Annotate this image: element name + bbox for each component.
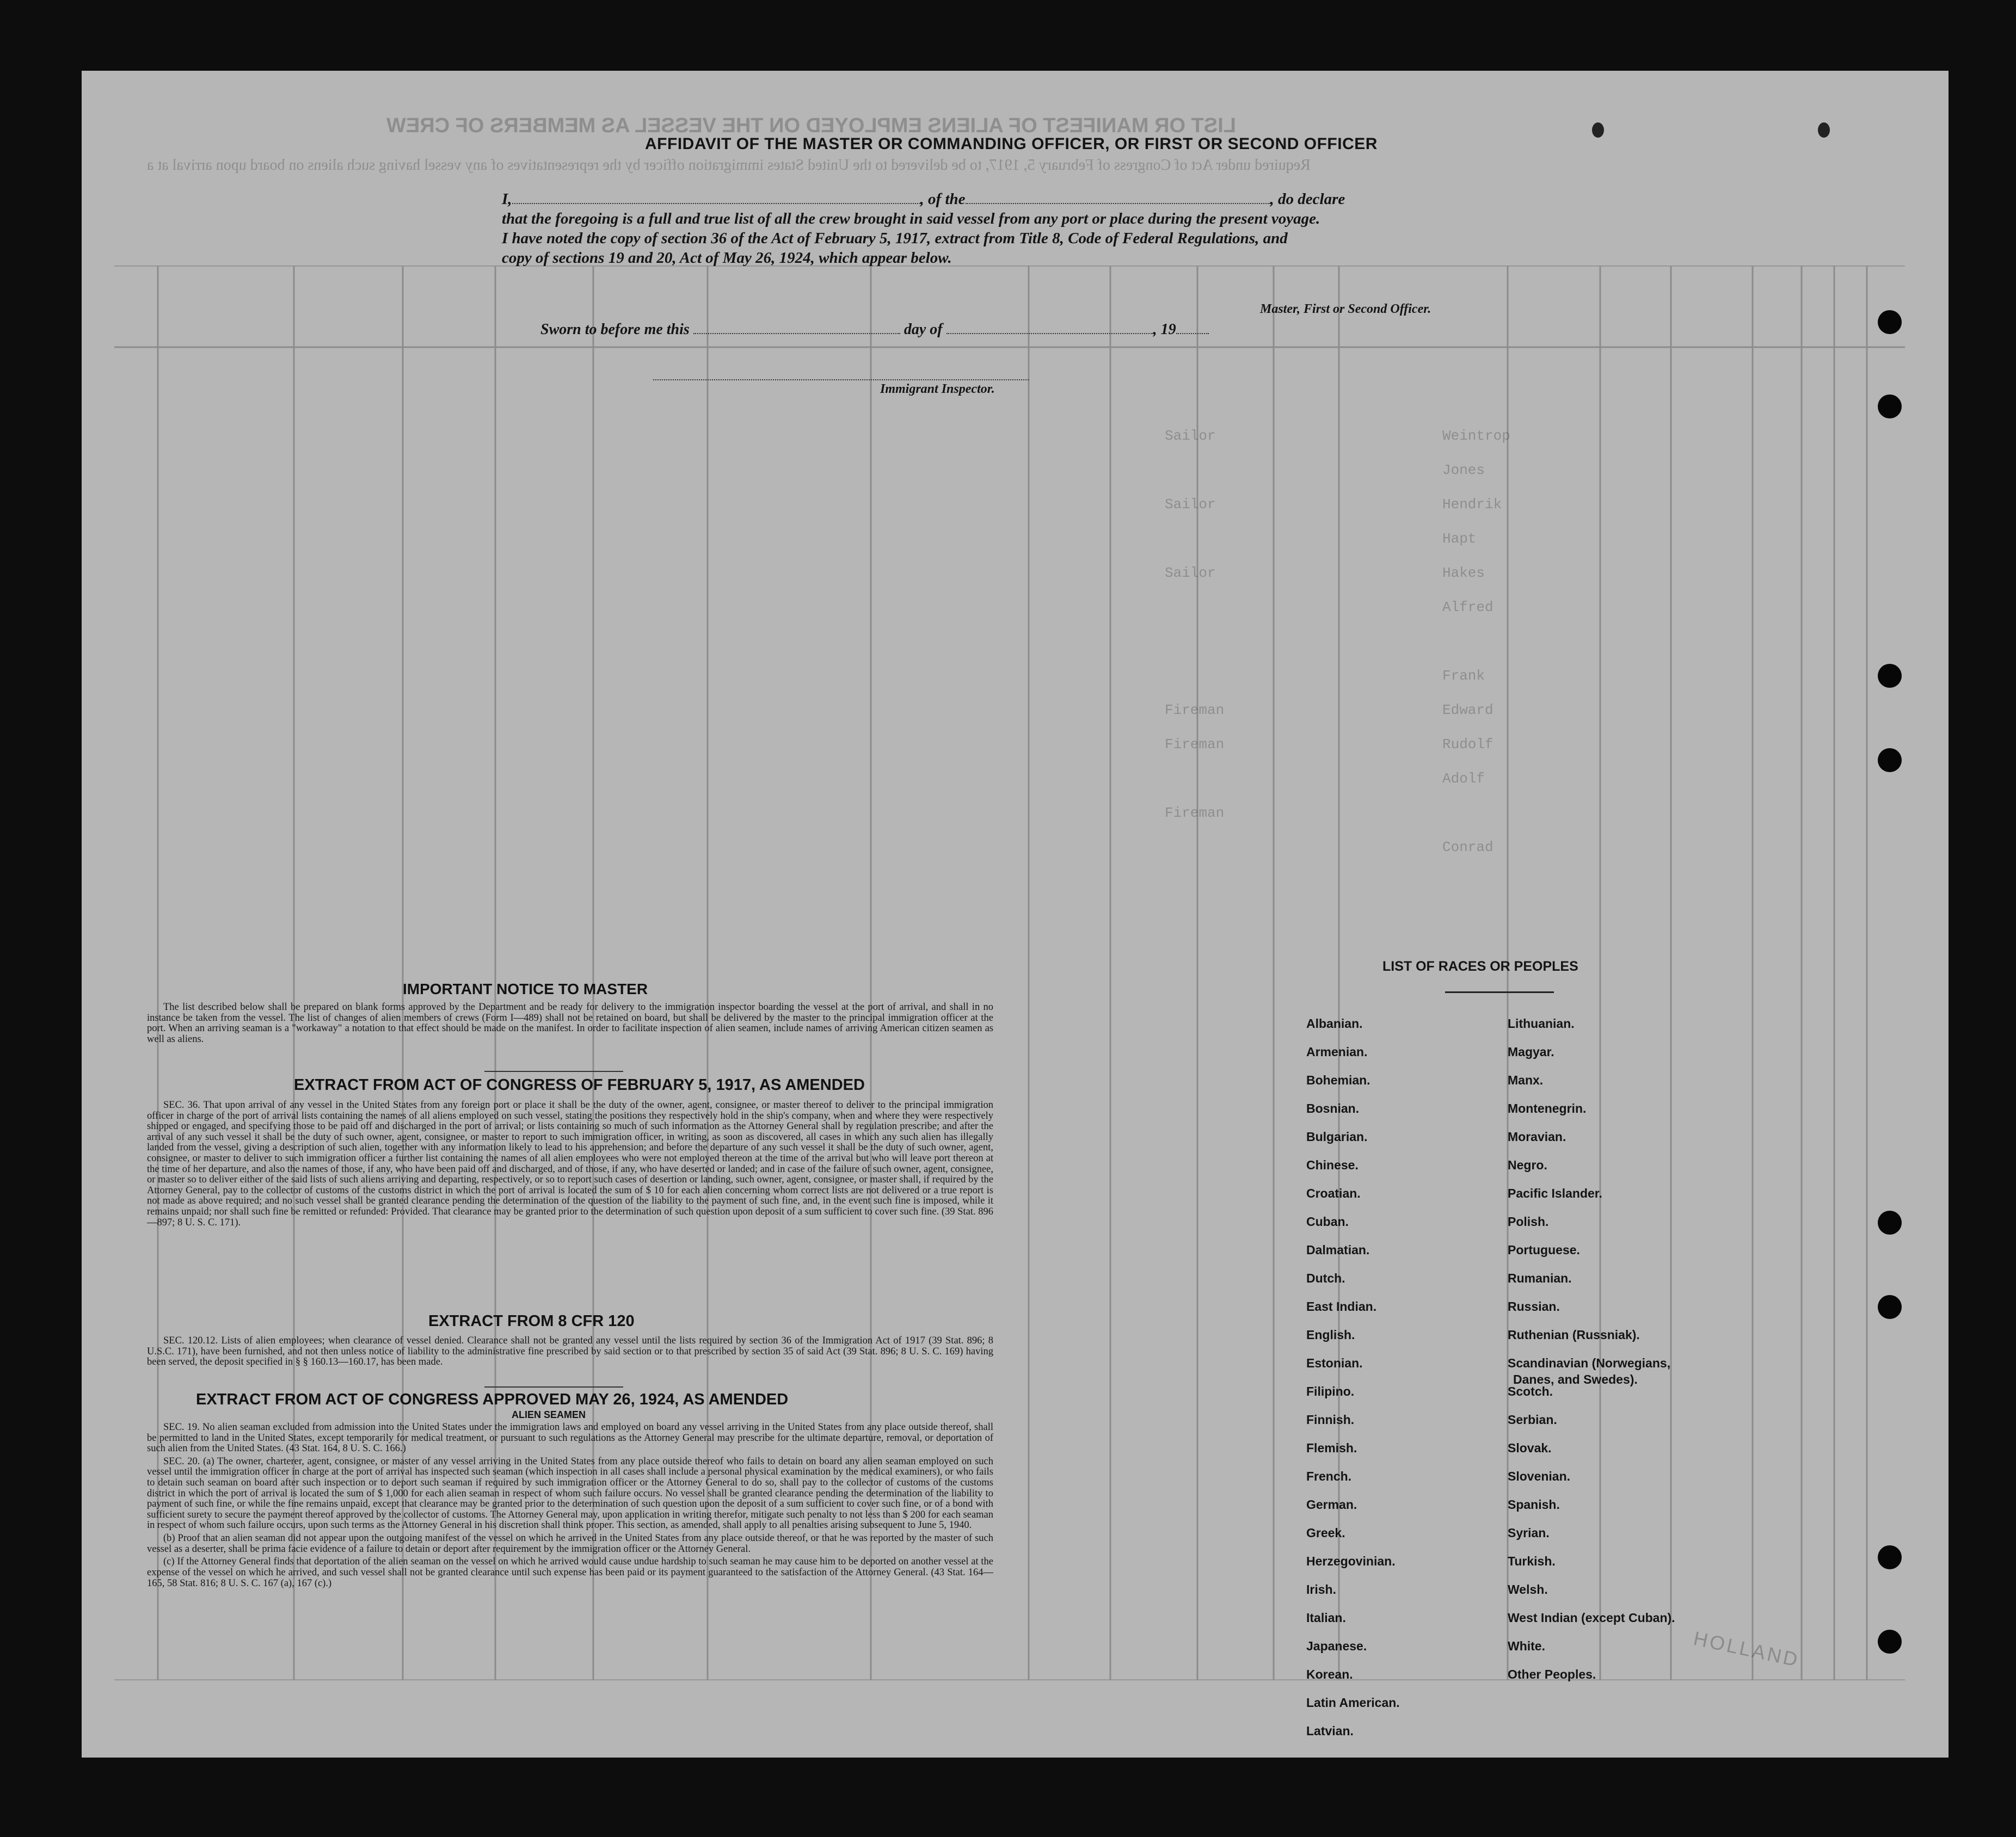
- affidavit-line-1: [502, 190, 1345, 208]
- extract-1924-body: [147, 1422, 993, 1591]
- race-item: Flemish.: [1306, 1441, 1357, 1455]
- race-item: Scandinavian (Norwegians,: [1508, 1356, 1671, 1370]
- ink-mark: [1818, 122, 1830, 138]
- punch-hole: [1878, 1211, 1902, 1235]
- race-item: Albanian.: [1306, 1016, 1363, 1031]
- affidavit-line-1-b: , of the: [920, 190, 966, 208]
- race-item: Latin American.: [1306, 1696, 1400, 1710]
- punch-hole: [1878, 664, 1902, 688]
- year-blank[interactable]: [1176, 333, 1209, 334]
- extract-1917-body: [147, 1100, 993, 1230]
- race-item: Dutch.: [1306, 1271, 1345, 1285]
- race-item: Chinese.: [1306, 1158, 1359, 1172]
- divider: [484, 1386, 623, 1388]
- alien-seamen-subtitle: ALIEN SEAMEN: [512, 1409, 586, 1420]
- sec20a-paragraph: SEC. 20. (a) The owner, charterer, agent, consignee, or master of any vessel arriving in the United States from any place outside thereof who fails to detain on board any alien seaman employed on such vessel until the immigration officer in charge at the port of arrival has inspected such seaman (which inspection in all cases shall include a personal physical examination by the medical examiners), or who fails to detain such seaman on board after such inspection or to deport such seaman if required by such immigration officer or the Attorney General to do so, shall pay to the collector of customs of the customs district in which the port of arrival is located the sum of $ 1,000 for each alien seaman in respect of whom such failure occurs. No vessel shall be granted clearance pending the determination of the liability to payment of such fine, or while the fine remains unpaid, except that clearance may be granted prior to the determination of such question upon the deposit of a sum sufficient to cover such fine, or of a bond with sufficient surety to secure the payment thereof approved by the collector of customs. The Attorney General may, upon application in writing therefor, mitigate such penalty to not less than $ 200 for each seaman in respect of whom such failure occurs, upon such terms as the Attorney General in his discretion shall think proper. This section, as amended, shall apply to all penalties arising subsequent to June 5, 1940.: [147, 1456, 993, 1531]
- sec20c-paragraph: (c) If the Attorney General finds that deportation of the alien seaman on the vessel on which he arrived would cause undue hardship to such seaman he may cause him to be deported on another vessel at the expense of the vessel on which he arrived, and such vessel shall not be granted clearance until such expense has been paid or its payment guaranteed to the satisfaction of the Attorney General. (43 Stat. 164—165, 58 Stat. 816; 8 U. S. C. 167 (a), 167 (c).): [147, 1556, 993, 1589]
- punch-hole: [1878, 310, 1902, 334]
- race-item: Cuban.: [1306, 1215, 1349, 1229]
- races-title: LIST OF RACES OR PEOPLES: [1382, 959, 1578, 974]
- sec20b-paragraph: (b) Proof that an alien seaman did not appear upon the outgoing manifest of the vessel on which he arrived in the United States from any place outside thereof, or that he was reported by the master of such vessel as a deserter, shall be prima facie evidence of a failure to detain or deport after requirement by the immigration officer or the Attorney General.: [147, 1533, 993, 1555]
- race-item: Bulgarian.: [1306, 1130, 1368, 1144]
- inspector-signature-line: [653, 379, 1029, 380]
- affidavit-line-4: copy of sections 19 and 20, Act of May 26, 1924, which appear below.: [502, 249, 952, 267]
- race-item: Manx.: [1508, 1073, 1544, 1087]
- race-item: White.: [1508, 1639, 1545, 1653]
- race-item: East Indian.: [1306, 1299, 1377, 1314]
- race-item: Dalmatian.: [1306, 1243, 1370, 1257]
- race-item: Estonian.: [1306, 1356, 1363, 1370]
- extract-1917-title: EXTRACT FROM ACT OF CONGRESS OF FEBRUARY 5, 1917, AS AMENDED: [294, 1076, 865, 1094]
- sworn-b: day of: [903, 321, 943, 338]
- punch-hole: [1878, 1295, 1902, 1319]
- race-item: Syrian.: [1508, 1526, 1550, 1540]
- race-item: Korean.: [1306, 1667, 1353, 1681]
- race-item: West Indian (except Cuban).: [1508, 1611, 1675, 1625]
- affidavit-line-1-c: , do declare: [1270, 190, 1345, 208]
- sec36-paragraph: SEC. 36. That upon arrival of any vessel in the United States from any foreign port or place it shall be the duty of the owner, agent, consignee, or master thereof to deliver to the principal immigration officer in charge of the port of arrival lists containing the names of all aliens employed on such vessel, stating the positions they respectively hold in the ship's company, when and where they were respectively shipped or engaged, and specifying those to be paid off and discharged in the port of arrival; or lists containing so much of such information as the Attorney General shall by regulation prescribe; and after the arrival of any such vessel it shall be the duty of such owner, agent, consignee, or master to report to such immigration officer, in writing, as soon as discovered, all cases in which any such alien has illegally landed from the vessel, giving a description of such alien, together with any information likely to lead to his apprehension; and before the departure of any such vessel it shall be the duty of such owner, agent, consignee, or master to deliver to such immigration officer a further list containing the names of all alien employees who were not employed thereon at the time of the arrival but who will leave port thereon at the time of her departure, and also the names of those, if any, who have been paid off and discharged, and of those, if any, who have deserted or landed; and in case of the failure of such owner, agent, consignee, or master so to deliver either of the said lists of such aliens arriving and departing, respectively, or so to report such cases of desertion or landing, such owner, agent, consignee, or master shall, if required by the Attorney General, pay to the collector of customs of the customs district in which the port of arrival is located the sum of $ 10 for each alien concerning whom correct lists are not delivered or a true report is not made as above required; and no such vessel shall be granted clearance pending the determination of the question of the liability to the payment of such fine, and, in the event such fine is imposed, while it remains unpaid; nor shall such fine be remitted or refunded: Provided. That clearance may be granted prior to the determination of such question upon deposit of a sum sufficient to cover such fine. (39 Stat. 896—897; 8 U. S. C. 171).: [147, 1100, 993, 1228]
- name-blank[interactable]: [512, 203, 920, 204]
- race-item: Slovak.: [1508, 1441, 1552, 1455]
- show-through-entries: Weintrop Jones Hendrik Hapt Hakes Alfred Frank Edward Rudolf Adolf Conrad: [1442, 428, 1510, 855]
- race-item: Moravian.: [1508, 1130, 1566, 1144]
- race-item: Scotch.: [1508, 1384, 1553, 1398]
- day-blank[interactable]: [693, 333, 900, 334]
- holland-stamp: HOLLAND: [1692, 1626, 1802, 1672]
- race-item: Portuguese.: [1508, 1243, 1580, 1257]
- race-item: Welsh.: [1508, 1582, 1548, 1596]
- race-item: Armenian.: [1306, 1045, 1368, 1059]
- race-item: Finnish.: [1306, 1413, 1355, 1427]
- race-item: Rumanian.: [1508, 1271, 1572, 1285]
- punch-hole: [1878, 1545, 1902, 1569]
- race-item: French.: [1306, 1469, 1352, 1483]
- punch-hole: [1878, 1630, 1902, 1654]
- extract-1924-title: EXTRACT FROM ACT OF CONGRESS APPROVED MAY 26, 1924, AS AMENDED: [196, 1391, 789, 1408]
- affidavit-line-3: I have noted the copy of section 36 of the Act of February 5, 1917, extract from Title 8, Code of Federal Regulations, and: [502, 230, 1288, 247]
- race-item: Lithuanian.: [1508, 1016, 1575, 1031]
- divider: [484, 1071, 623, 1072]
- race-item: German.: [1306, 1497, 1357, 1512]
- race-item: Montenegrin.: [1508, 1101, 1587, 1115]
- race-item: Filipino.: [1306, 1384, 1355, 1398]
- race-item: Ruthenian (Russniak).: [1508, 1328, 1640, 1342]
- affidavit-title: AFFIDAVIT OF THE MASTER OR COMMANDING OFFICER, OR FIRST OR SECOND OFFICER: [645, 135, 1378, 153]
- race-item: Croatian.: [1306, 1186, 1361, 1200]
- race-item: Polish.: [1508, 1215, 1549, 1229]
- show-through-heading: LIST OR MANIFEST OF ALIENS EMPLOYED ON THE VESSEL AS MEMBERS OF CREW: [386, 114, 1236, 137]
- extract-cfr-body: [147, 1336, 993, 1370]
- race-item: Russian.: [1508, 1299, 1560, 1314]
- race-item: Italian.: [1306, 1611, 1346, 1625]
- race-item: Greek.: [1306, 1526, 1345, 1540]
- punch-hole: [1878, 748, 1902, 772]
- race-item: Bohemian.: [1306, 1073, 1370, 1087]
- race-item: Turkish.: [1508, 1554, 1556, 1568]
- month-blank[interactable]: [946, 333, 1153, 334]
- race-item: Other Peoples.: [1508, 1667, 1596, 1681]
- race-item: Slovenian.: [1508, 1469, 1571, 1483]
- master-signature-label: Master, First or Second Officer.: [1260, 302, 1431, 316]
- notice-title: IMPORTANT NOTICE TO MASTER: [403, 981, 648, 997]
- race-item: Pacific Islander.: [1508, 1186, 1602, 1200]
- race-item: Negro.: [1508, 1158, 1547, 1172]
- sworn-line: [540, 321, 1209, 338]
- show-through-subheading: Required under Act of Congress of February 5, 1917, to be delivered to the United States immigration officer by the representatives of any vessel having such aliens on board upon arrival at a: [147, 157, 1311, 174]
- extract-cfr-title: EXTRACT FROM 8 CFR 120: [428, 1312, 635, 1330]
- ink-mark: [1592, 122, 1604, 138]
- race-item: Bosnian.: [1306, 1101, 1360, 1115]
- sworn-c: , 19: [1153, 321, 1176, 338]
- affidavit-line-1-a: I,: [502, 190, 512, 208]
- notice-paragraph: The list described below shall be prepared on blank forms approved by the Department and be ready for delivery to the immigration inspector boarding the vessel at the port of arrival, and shall in no instance be taken from the vessel. The list of changes of alien members of crews (Form I—489) shall not be retained on board, but shall be delivered by the master to the principal immigration officer at the port. When an arriving seaman is a "workaway" a notation to that effect should be made on the manifest. In order to facilitate inspection of alien seamen, include names of arriving American citizen seamen as well as aliens.: [147, 1002, 993, 1045]
- manifest-sheet-back: [82, 71, 1949, 1758]
- race-item: Japanese.: [1306, 1639, 1367, 1653]
- sec120-paragraph: SEC. 120.12. Lists of alien employees; when clearance of vessel denied. Clearance shall not be granted any vessel until the lists required by section 36 of the Immigration Act of 1917 (39 Stat. 896; 8 U.S.C. 171), have been furnished, and not then unless notice of liability to the administrative fine prescribed by said section or to that prescribed by section 35 of said Act (39 Stat. 896; 8 U. S. C. 169) having been served, the deposit specified in § § 160.13—160.17, has been made.: [147, 1335, 993, 1368]
- race-item: Herzegovinian.: [1306, 1554, 1396, 1568]
- race-item: Latvian.: [1306, 1724, 1354, 1738]
- notice-body: [147, 1002, 993, 1047]
- show-through-entries-2: Sailor Sailor Sailor Fireman Fireman Fireman: [1165, 428, 1225, 821]
- sworn-a: Sworn to before me this: [540, 321, 690, 338]
- affidavit-line-2: that the foregoing is a full and true list of all the crew brought in said vessel from any port or place during the present voyage.: [502, 210, 1320, 227]
- sec19-paragraph: SEC. 19. No alien seaman excluded from admission into the United States under the immigration laws and employed on board any vessel arriving in the United States from any place outside thereof, shall be permitted to land in the United States, except temporarily for medical treatment, or pursuant to such regulations as the Attorney General may prescribe for the ultimate departure, removal, or deportation of such alien from the United States. (43 Stat. 164, 8 U. S. C. 166.): [147, 1422, 993, 1454]
- race-item: English.: [1306, 1328, 1355, 1342]
- race-item: Irish.: [1306, 1582, 1336, 1596]
- race-item: Serbian.: [1508, 1413, 1557, 1427]
- race-item: Danes, and Swedes).: [1513, 1372, 1638, 1386]
- races-underline: [1445, 991, 1554, 993]
- vessel-blank[interactable]: [966, 203, 1270, 204]
- inspector-label: Immigrant Inspector.: [880, 382, 995, 396]
- punch-hole: [1878, 394, 1902, 418]
- race-item: Magyar.: [1508, 1045, 1554, 1059]
- race-item: Spanish.: [1508, 1497, 1560, 1512]
